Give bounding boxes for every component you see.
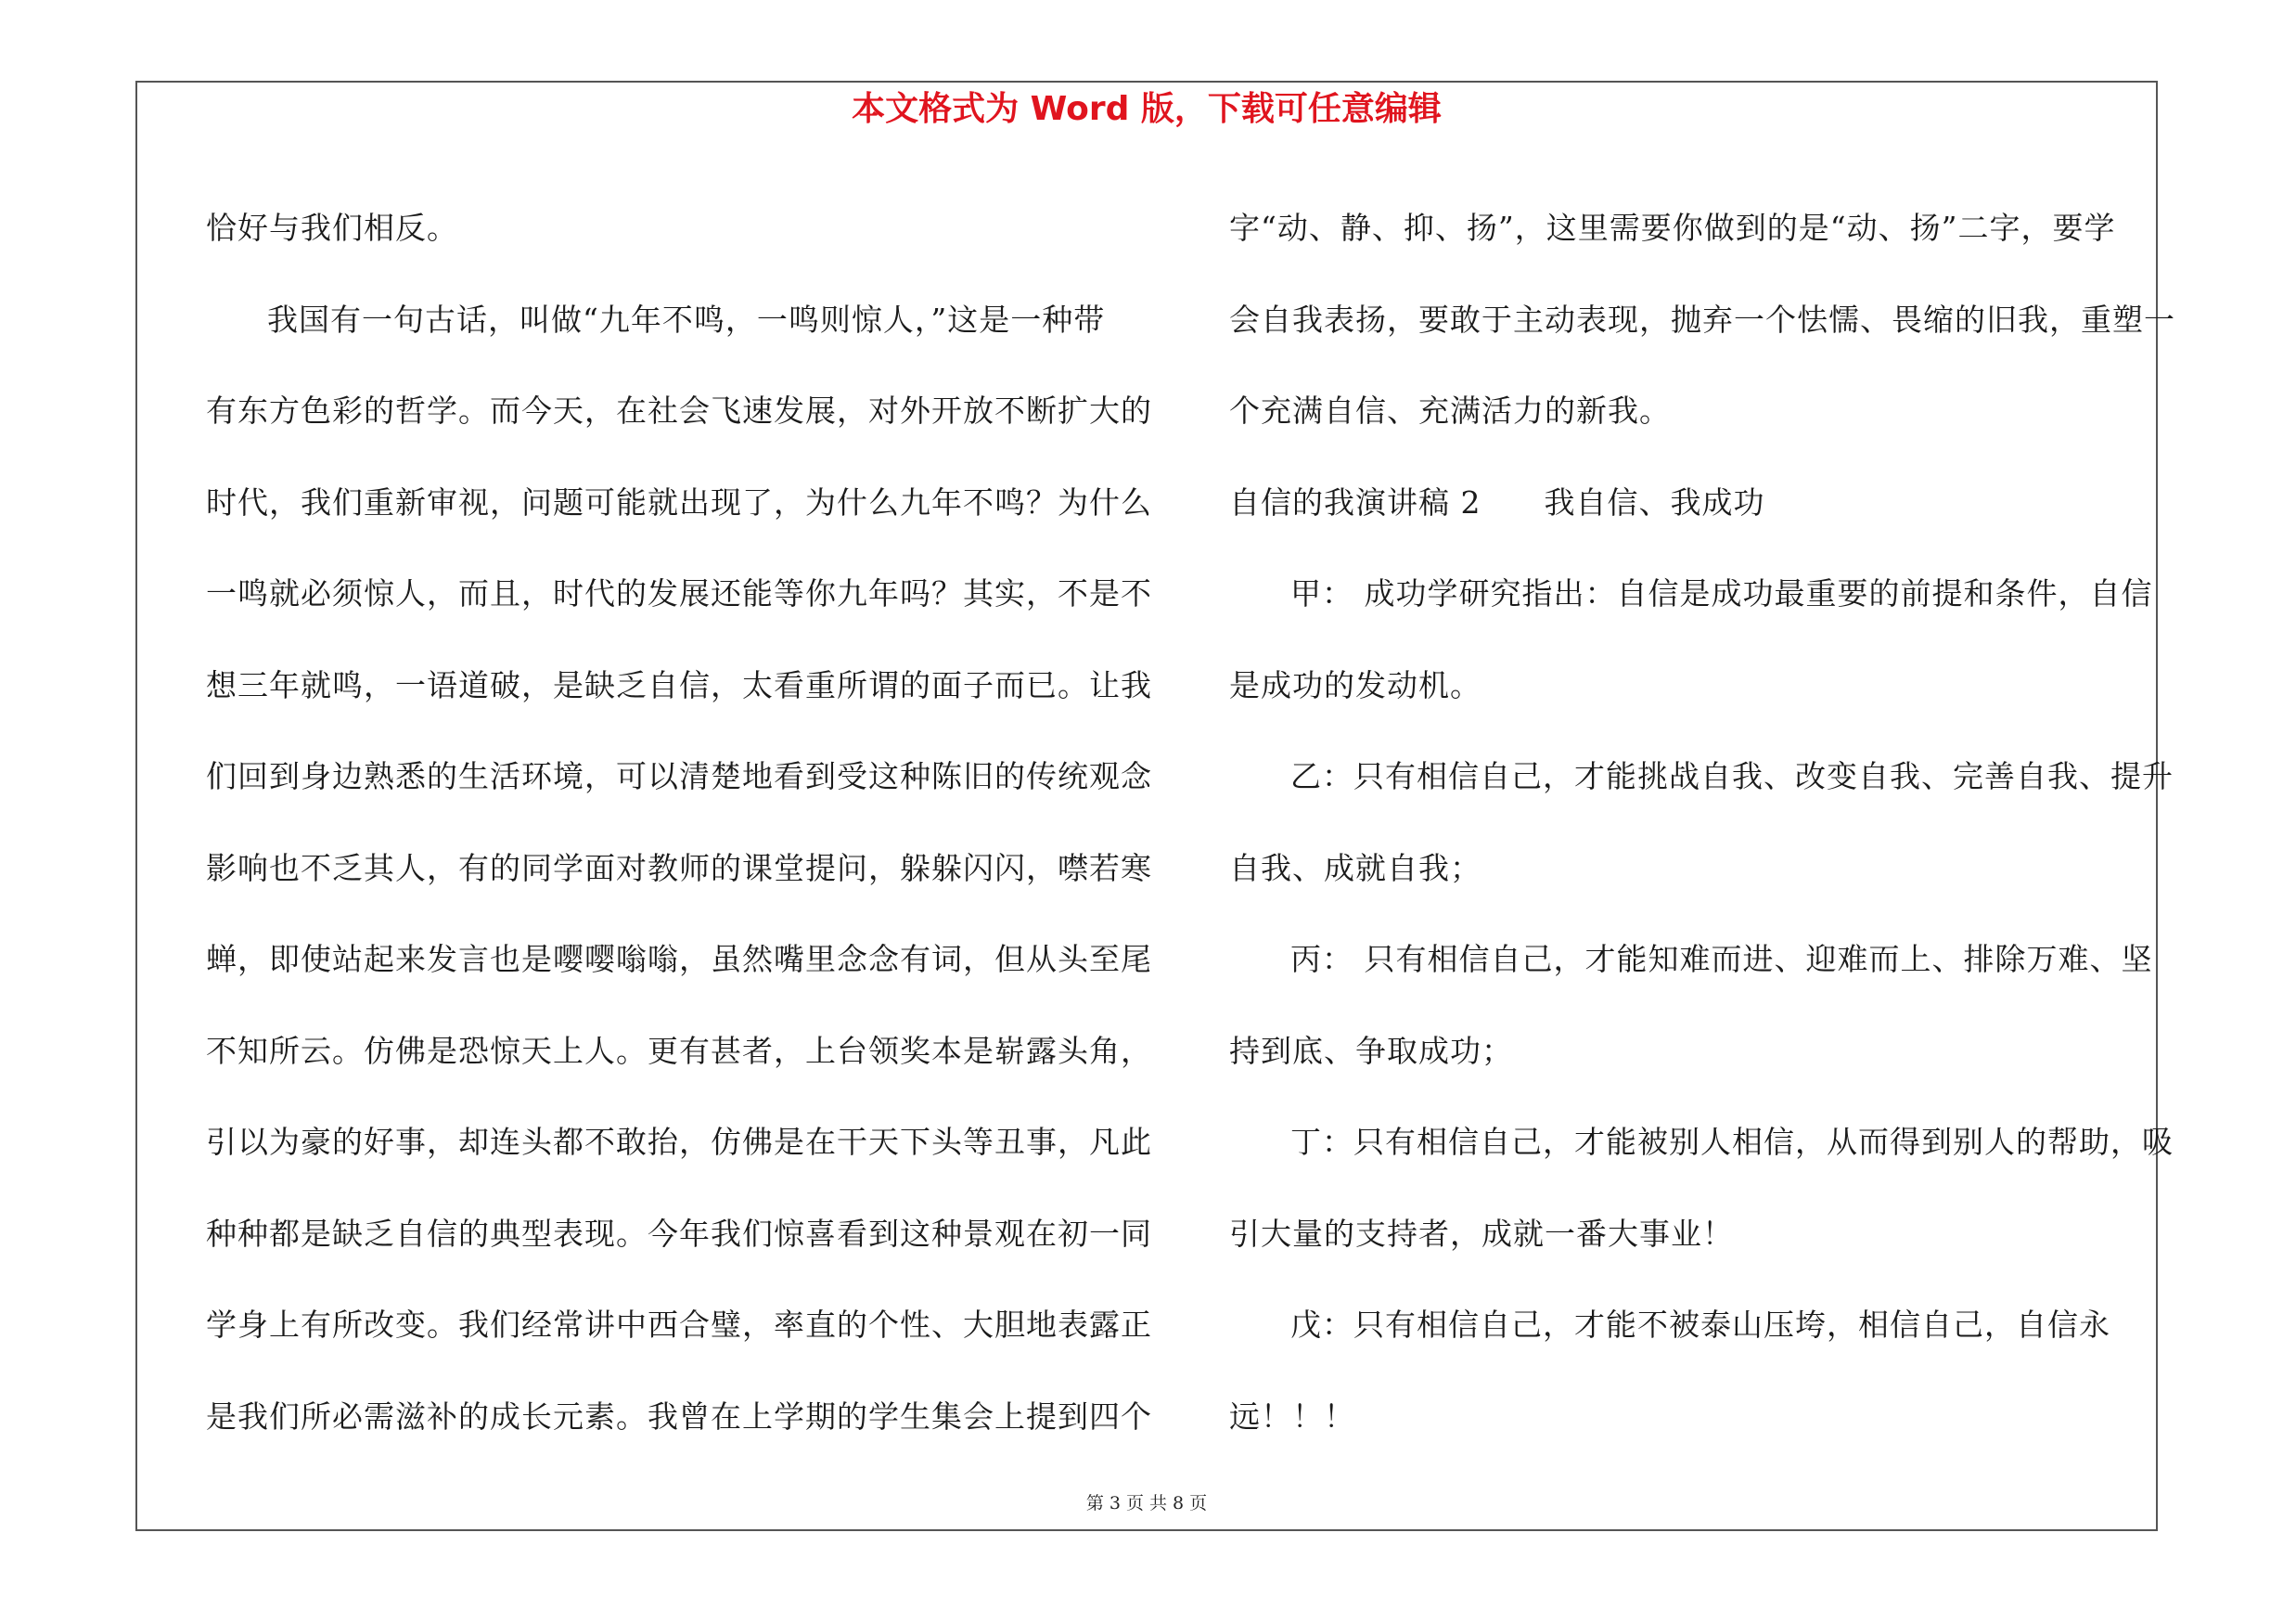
section-heading: 自信的我演讲稿 2 我自信、我成功 [1229, 483, 1765, 521]
text-line: 时代，我们重新审视，问题可能就出现了，为什么九年不鸣？为什么 [206, 483, 1152, 521]
text-line: 戊：只有相信自己，才能不被泰山压垮，相信自己，自信永 [1290, 1307, 2110, 1343]
word-format-banner: 本文格式为 Word 版，下载可任意编辑 [852, 90, 1442, 128]
text-line: 自我、成就自我； [1229, 849, 1481, 886]
text-line: 持到底、争取成功； [1229, 1032, 1513, 1069]
text-line: 引大量的支持者，成就一番大事业！ [1229, 1215, 1734, 1252]
text-line: 乙：只有相信自己，才能挑战自我、改变自我、完善自我、提升 [1290, 758, 2174, 794]
text-line: 会自我表扬，要敢于主动表现，抛弃一个怯懦、畏缩的旧我，重塑一 [1229, 301, 2175, 338]
text-line: 蝉，即使站起来发言也是嘤嘤嗡嗡，虽然嘴里念念有词，但从头至尾 [206, 941, 1152, 977]
text-line: 远！！！ [1229, 1398, 1355, 1435]
text-line: 甲： 成功学研究指出：自信是成功最重要的前提和条件，自信 [1290, 575, 2153, 612]
right-text-column [1229, 183, 2175, 1462]
text-line: 丁：只有相信自己，才能被别人相信，从而得到别人的帮助，吸 [1290, 1124, 2174, 1160]
text-line: 恰好与我们相反。 [206, 210, 458, 246]
text-line: 想三年就鸣，一语道破，是缺乏自信，太看重所谓的面子而已。让我 [206, 666, 1152, 703]
text-line: 一鸣就必须惊人，而且，时代的发展还能等你九年吗？其实，不是不 [206, 575, 1152, 612]
text-line: 引以为豪的好事，却连头都不敢抬，仿佛是在干天下头等丑事，凡此 [206, 1124, 1152, 1160]
text-line: 是成功的发动机。 [1229, 666, 1481, 703]
text-line: 学身上有所改变。我们经常讲中西合璧，率直的个性、大胆地表露正 [206, 1307, 1152, 1343]
text-line: 我国有一句古话，叫做“九年不鸣，一鸣则惊人，”这是一种带 [267, 301, 1106, 338]
text-line: 是我们所必需滋补的成长元素。我曾在上学期的学生集会上提到四个 [206, 1398, 1152, 1435]
left-text-column [206, 183, 1152, 1462]
text-line: 种种都是缺乏自信的典型表现。今年我们惊喜看到这种景观在初一同 [206, 1215, 1152, 1252]
text-line: 个充满自信、充满活力的新我。 [1229, 393, 1671, 429]
text-line: 们回到身边熟悉的生活环境，可以清楚地看到受这种陈旧的传统观念 [206, 758, 1152, 794]
text-line: 不知所云。仿佛是恐惊天上人。更有甚者，上台领奖本是崭露头角， [206, 1032, 1152, 1069]
text-line: 有东方色彩的哲学。而今天，在社会飞速发展，对外开放不断扩大的 [206, 393, 1152, 429]
text-line: 影响也不乏其人，有的同学面对教师的课堂提问，躲躲闪闪，噤若寒 [206, 849, 1152, 886]
page-number-footer: 第 3 页 共 8 页 [1085, 1493, 1208, 1514]
text-line: 字“动、静、抑、扬”，这里需要你做到的是“动、扬”二字，要学 [1229, 210, 2116, 246]
text-line: 丙： 只有相信自己，才能知难而进、迎难而上、排除万难、坚 [1290, 941, 2153, 977]
